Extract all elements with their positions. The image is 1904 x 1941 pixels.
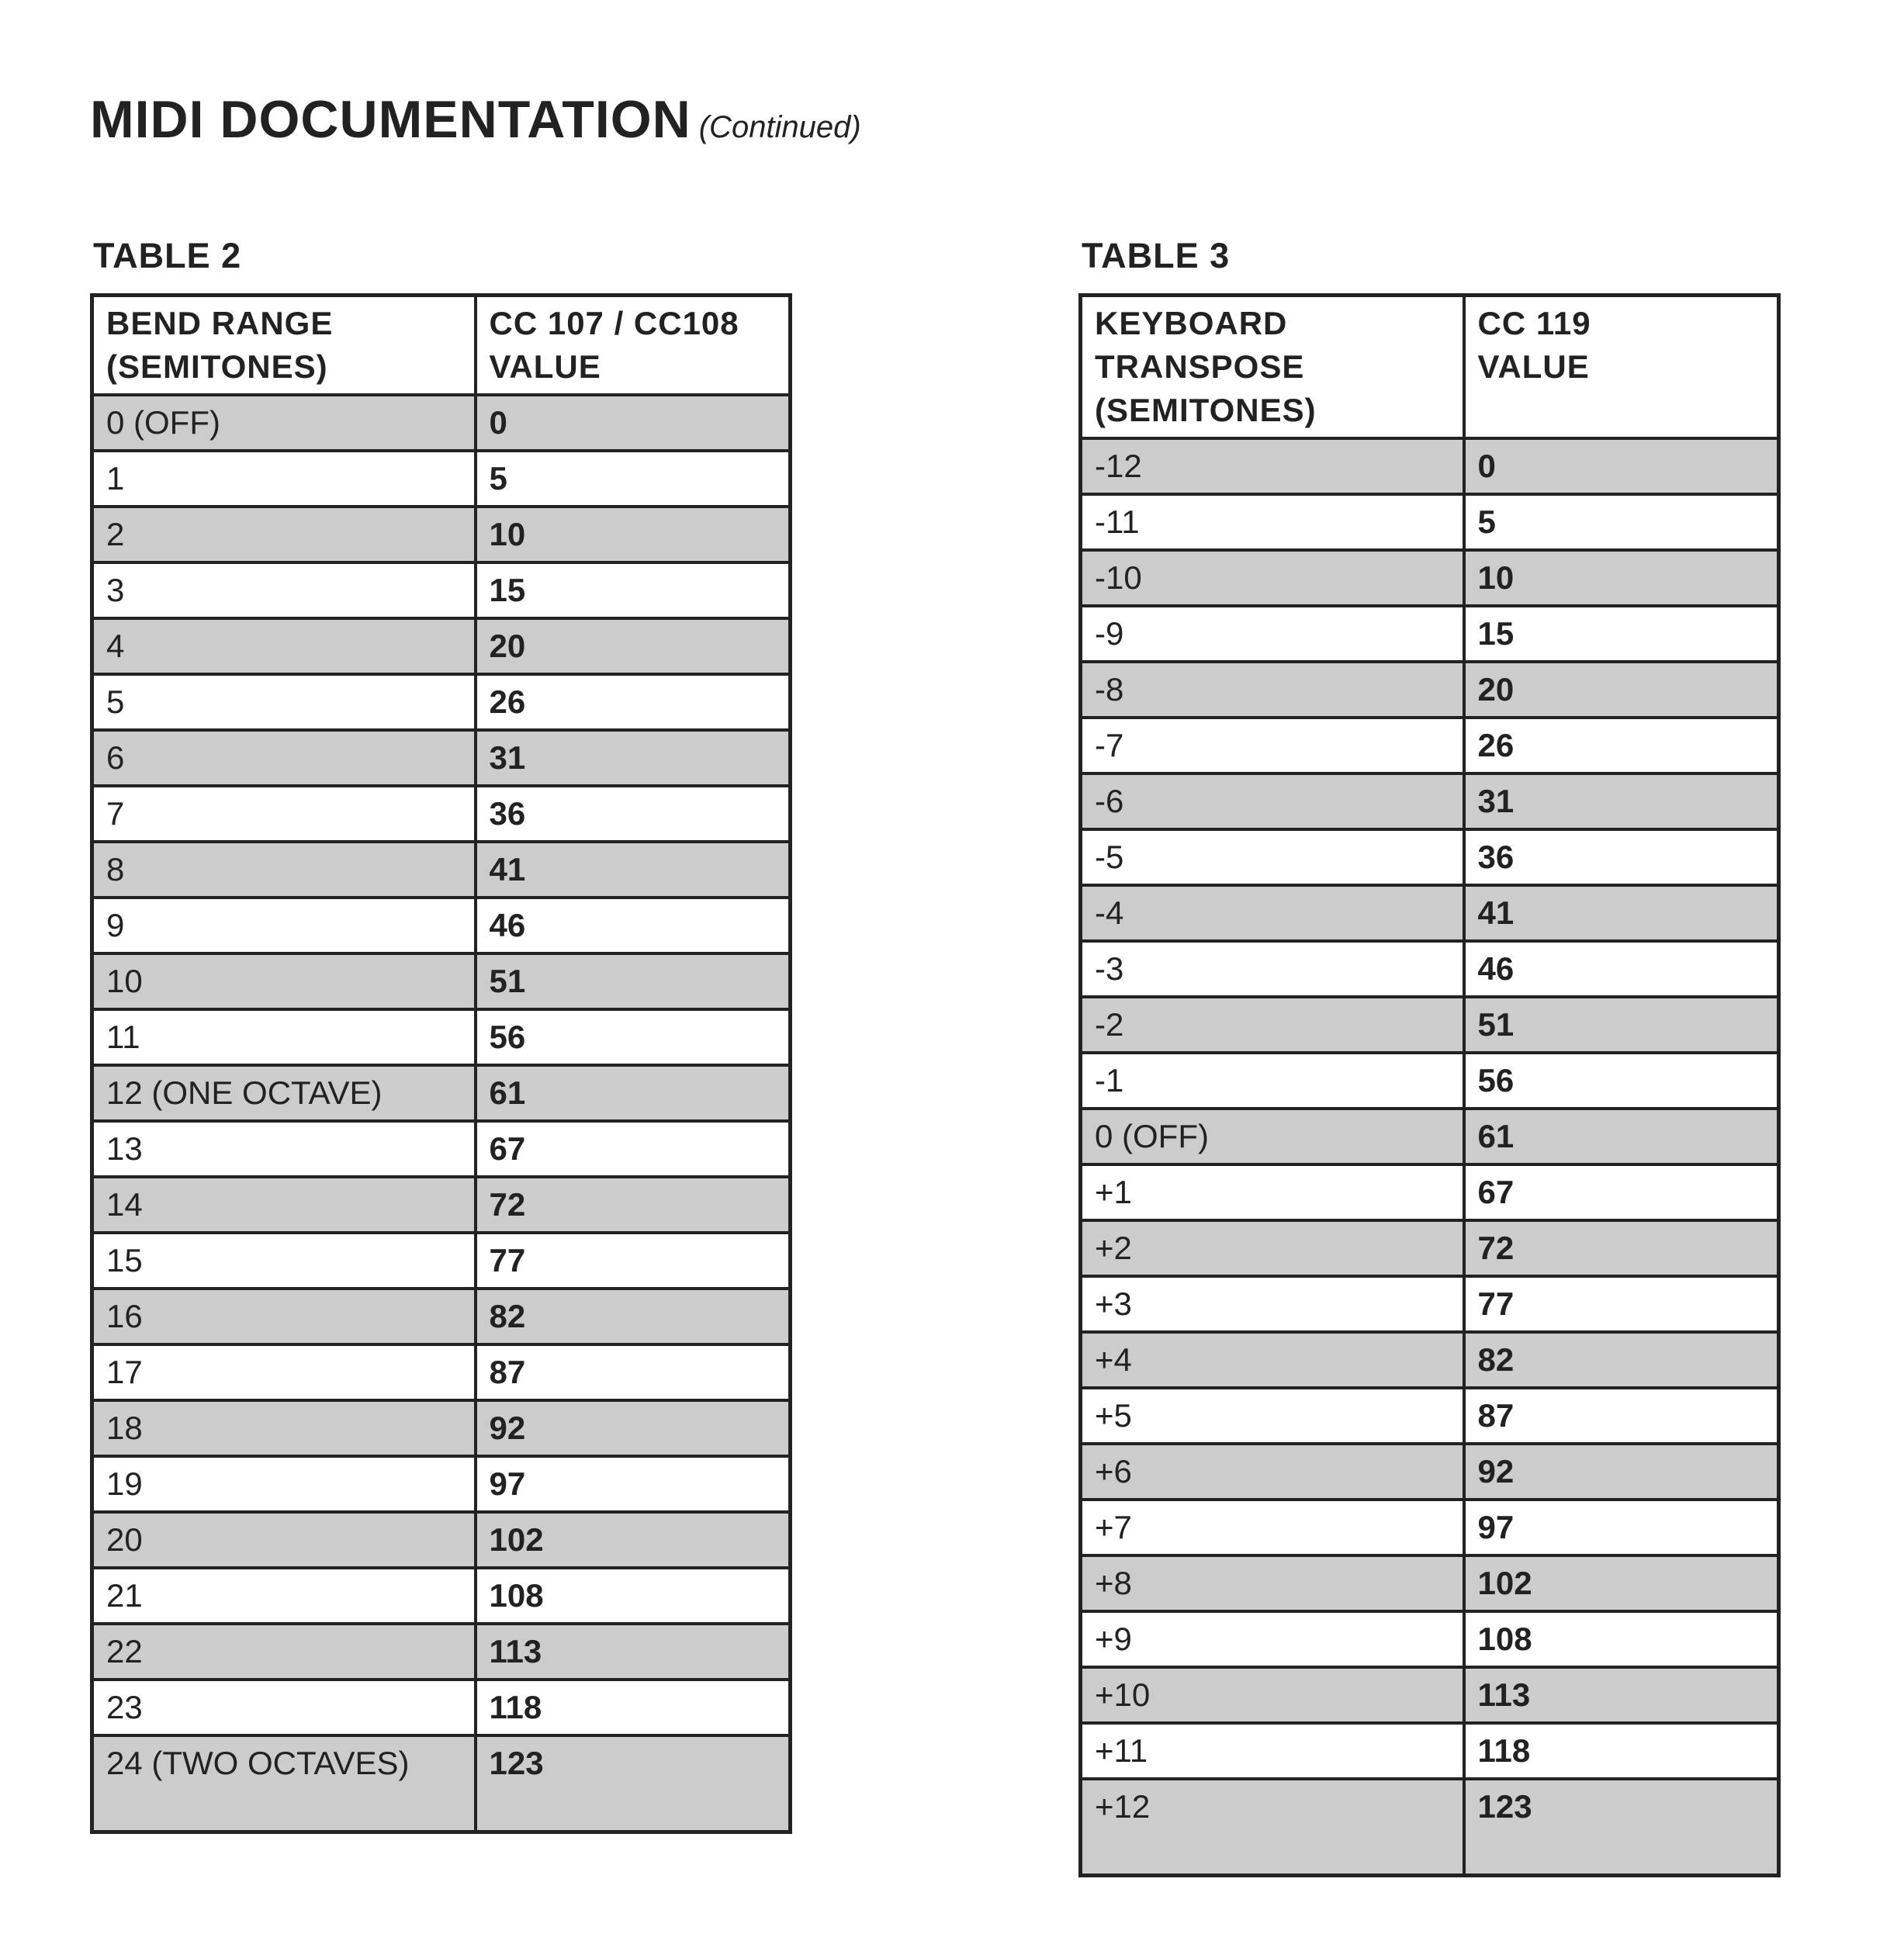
table-row	[92, 1400, 791, 1456]
semitone-cell: 3	[92, 562, 476, 618]
table-row	[1081, 662, 1779, 718]
table-row	[92, 953, 791, 1009]
cc-value-cell: 82	[476, 1289, 791, 1344]
cc-value-cell: 26	[1464, 718, 1779, 773]
semitone-cell: -5	[1081, 829, 1464, 885]
header-line: BEND RANGE	[106, 305, 334, 341]
semitone-cell: -7	[1081, 718, 1464, 773]
semitone-cell: +3	[1081, 1276, 1464, 1332]
semitone-cell: +9	[1081, 1611, 1464, 1667]
semitone-cell: -9	[1081, 606, 1464, 662]
cc-value-cell: 123	[476, 1735, 791, 1832]
page-subtitle: (Continued)	[698, 110, 861, 144]
cc-value-cell: 46	[1464, 941, 1779, 997]
cc-value-cell: 56	[1464, 1053, 1779, 1109]
cc-value-cell: 82	[1464, 1332, 1779, 1388]
cc-value-cell: 118	[1464, 1723, 1779, 1779]
table-row	[92, 1177, 791, 1233]
cc-value-cell: 51	[476, 953, 791, 1009]
cc-value-cell: 36	[476, 786, 791, 842]
semitone-cell: -10	[1081, 550, 1464, 606]
header-line: CC 119	[1477, 305, 1591, 341]
table-header-row	[1081, 296, 1779, 439]
page-title-main: MIDI DOCUMENTATION	[90, 90, 691, 149]
cc-value-cell: 108	[1464, 1611, 1779, 1667]
keyboard-transpose-table-body	[1081, 438, 1779, 1876]
page-title	[90, 87, 861, 160]
semitone-cell: -6	[1081, 773, 1464, 829]
table-row	[1081, 1053, 1779, 1109]
semitone-cell: +7	[1081, 1500, 1464, 1555]
table-row	[92, 1009, 791, 1065]
cc-value-cell: 26	[476, 674, 791, 730]
semitone-cell: +4	[1081, 1332, 1464, 1388]
semitone-cell: 4	[92, 618, 476, 674]
cc-value-cell: 97	[476, 1456, 791, 1512]
table-row	[92, 1233, 791, 1289]
cc-value-cell: 31	[1464, 773, 1779, 829]
semitone-cell: 13	[92, 1121, 476, 1177]
semitone-cell: -12	[1081, 438, 1464, 494]
table-row	[1081, 438, 1779, 494]
bend-range-table	[90, 293, 792, 1834]
table-row	[1081, 1500, 1779, 1555]
table-row	[92, 1735, 791, 1832]
table-row	[1081, 606, 1779, 662]
table-row	[92, 674, 791, 730]
cc-value-cell: 5	[1464, 494, 1779, 550]
semitone-cell: 19	[92, 1456, 476, 1512]
cc-value-cell: 41	[1464, 885, 1779, 941]
semitone-cell: 15	[92, 1233, 476, 1289]
header-line: KEYBOARD	[1095, 305, 1288, 341]
cc-value-cell: 36	[1464, 829, 1779, 885]
cc-value-cell: 10	[1464, 550, 1779, 606]
table-row	[1081, 1723, 1779, 1779]
table-row	[92, 730, 791, 786]
table-row	[92, 1680, 791, 1735]
cc-value-cell: 10	[476, 507, 791, 562]
semitone-cell: +5	[1081, 1388, 1464, 1444]
semitone-cell: 8	[92, 842, 476, 898]
table-row	[1081, 1220, 1779, 1276]
cc-value-cell: 72	[476, 1177, 791, 1233]
table-row	[92, 507, 791, 562]
cc-value-cell: 77	[1464, 1276, 1779, 1332]
cc-value-cell: 0	[1464, 438, 1779, 494]
semitone-cell: 1	[92, 451, 476, 507]
cc-value-cell: 102	[476, 1512, 791, 1568]
semitone-cell: -3	[1081, 941, 1464, 997]
cc-value-cell: 123	[1464, 1779, 1779, 1876]
table-row	[1081, 773, 1779, 829]
cc-value-cell: 87	[476, 1344, 791, 1400]
column-header-keyboard-transpose	[1081, 296, 1464, 439]
semitone-cell: -11	[1081, 494, 1464, 550]
table-row	[1081, 829, 1779, 885]
table-3-heading: TABLE 3	[1082, 236, 1231, 275]
cc-value-cell: 67	[476, 1121, 791, 1177]
semitone-cell: +8	[1081, 1555, 1464, 1611]
semitone-cell: 0 (OFF)	[1081, 1109, 1464, 1164]
table-row	[92, 786, 791, 842]
cc-value-cell: 67	[1464, 1164, 1779, 1220]
table-row	[92, 1568, 791, 1624]
table-row	[1081, 718, 1779, 773]
semitone-cell: +11	[1081, 1723, 1464, 1779]
table-row	[92, 451, 791, 507]
semitone-cell: -4	[1081, 885, 1464, 941]
semitone-cell: 2	[92, 507, 476, 562]
column-header-bend-range	[92, 296, 476, 396]
semitone-cell: 18	[92, 1400, 476, 1456]
table-row	[1081, 550, 1779, 606]
semitone-cell: 17	[92, 1344, 476, 1400]
semitone-cell: +6	[1081, 1444, 1464, 1500]
table-row	[1081, 1332, 1779, 1388]
table-row	[92, 1456, 791, 1512]
column-header-cc-value	[1464, 296, 1779, 439]
table-row	[92, 1065, 791, 1121]
semitone-cell: +2	[1081, 1220, 1464, 1276]
semitone-cell: 10	[92, 953, 476, 1009]
table-row	[92, 898, 791, 953]
cc-value-cell: 31	[476, 730, 791, 786]
cc-value-cell: 102	[1464, 1555, 1779, 1611]
semitone-cell: 16	[92, 1289, 476, 1344]
cc-value-cell: 92	[1464, 1444, 1779, 1500]
table-row	[92, 842, 791, 898]
semitone-cell: -2	[1081, 997, 1464, 1053]
cc-value-cell: 5	[476, 451, 791, 507]
cc-value-cell: 92	[476, 1400, 791, 1456]
cc-value-cell: 113	[1464, 1667, 1779, 1723]
table-row	[92, 618, 791, 674]
keyboard-transpose-table	[1078, 293, 1781, 1877]
table-row	[92, 1289, 791, 1344]
table-3-block	[1078, 233, 1777, 1877]
table-row	[1081, 1779, 1779, 1876]
cc-value-cell: 97	[1464, 1500, 1779, 1555]
semitone-cell: 9	[92, 898, 476, 953]
table-row	[1081, 1388, 1779, 1444]
cc-value-cell: 61	[476, 1065, 791, 1121]
column-header-cc-value	[476, 296, 791, 396]
semitone-cell: 22	[92, 1624, 476, 1680]
table-row	[92, 1624, 791, 1680]
semitone-cell: +1	[1081, 1164, 1464, 1220]
semitone-cell: 0 (OFF)	[92, 395, 476, 451]
table-row	[92, 1344, 791, 1400]
table-row	[92, 1512, 791, 1568]
semitone-cell: 21	[92, 1568, 476, 1624]
semitone-cell: 7	[92, 786, 476, 842]
table-row	[1081, 1109, 1779, 1164]
semitone-cell: 6	[92, 730, 476, 786]
cc-value-cell: 0	[476, 395, 791, 451]
cc-value-cell: 87	[1464, 1388, 1779, 1444]
header-line: CC 107 / CC108	[489, 305, 739, 341]
cc-value-cell: 46	[476, 898, 791, 953]
table-row	[1081, 1611, 1779, 1667]
semitone-cell: 14	[92, 1177, 476, 1233]
cc-value-cell: 56	[476, 1009, 791, 1065]
cc-value-cell: 77	[476, 1233, 791, 1289]
table-row	[1081, 1667, 1779, 1723]
header-line: (SEMITONES)	[1095, 392, 1317, 428]
semitone-cell: 12 (ONE OCTAVE)	[92, 1065, 476, 1121]
header-line: TRANSPOSE	[1095, 348, 1305, 385]
semitone-cell: 5	[92, 674, 476, 730]
semitone-cell: 23	[92, 1680, 476, 1735]
cc-value-cell: 20	[1464, 662, 1779, 718]
cc-value-cell: 113	[476, 1624, 791, 1680]
cc-value-cell: 20	[476, 618, 791, 674]
semitone-cell: +12	[1081, 1779, 1464, 1876]
semitone-cell: 24 (TWO OCTAVES)	[92, 1735, 476, 1832]
table-row	[1081, 1444, 1779, 1500]
header-line: (SEMITONES)	[106, 348, 328, 385]
semitone-cell: 20	[92, 1512, 476, 1568]
table-row	[1081, 494, 1779, 550]
bend-range-table-body	[92, 395, 791, 1832]
cc-value-cell: 51	[1464, 997, 1779, 1053]
table-row	[1081, 997, 1779, 1053]
semitone-cell: -1	[1081, 1053, 1464, 1109]
semitone-cell: 11	[92, 1009, 476, 1065]
table-row	[1081, 1555, 1779, 1611]
header-line: VALUE	[1477, 348, 1590, 385]
cc-value-cell: 15	[1464, 606, 1779, 662]
cc-value-cell: 72	[1464, 1220, 1779, 1276]
header-line: VALUE	[489, 348, 601, 385]
cc-value-cell: 108	[476, 1568, 791, 1624]
cc-value-cell: 61	[1464, 1109, 1779, 1164]
table-row	[92, 395, 791, 451]
table-row	[92, 1121, 791, 1177]
semitone-cell: -8	[1081, 662, 1464, 718]
table-row	[1081, 885, 1779, 941]
table-header-row	[92, 296, 791, 396]
table-row	[1081, 1276, 1779, 1332]
semitone-cell: +10	[1081, 1667, 1464, 1723]
cc-value-cell: 118	[476, 1680, 791, 1735]
table-row	[1081, 941, 1779, 997]
cc-value-cell: 15	[476, 562, 791, 618]
cc-value-cell: 41	[476, 842, 791, 898]
table-2-heading: TABLE 2	[93, 236, 242, 275]
table-row	[92, 562, 791, 618]
table-2-block	[90, 233, 788, 1834]
table-row	[1081, 1164, 1779, 1220]
